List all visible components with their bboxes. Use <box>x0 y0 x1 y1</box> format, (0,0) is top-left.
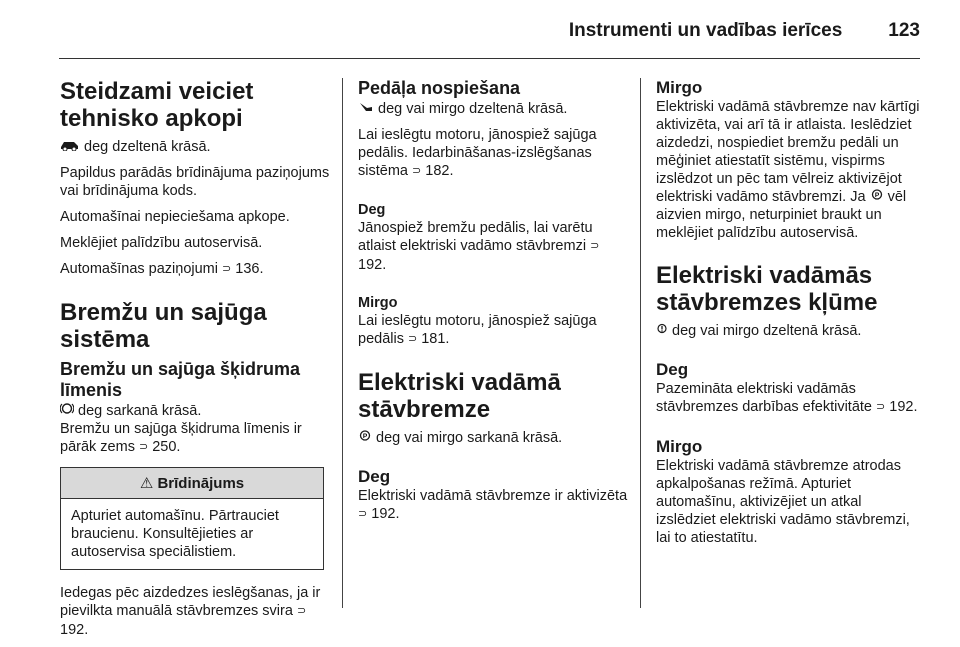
brake-fault-icon <box>656 322 668 340</box>
fluid-low <box>60 420 332 457</box>
heading-mirgo-4: Mirgo <box>656 437 703 456</box>
warning-title: Brīdinājums <box>157 475 245 492</box>
service-need: Automašīnai nepieciešama apkope. <box>60 209 290 225</box>
service-indicator <box>60 138 332 156</box>
heading-mirgo-3: Mirgo <box>656 78 703 97</box>
header-title: Instrumenti un vadības ierīces <box>568 20 843 41</box>
foot-pedal-icon <box>358 100 374 118</box>
service-note: Papildus parādās brīdinājuma paziņojums vai brīdinājuma kods. <box>60 165 330 199</box>
heading-deg-3: Deg <box>656 360 689 379</box>
ref-arrow-icon: ⊃ <box>138 441 149 453</box>
pedal-info-text: Lai ieslēgtu motoru, jānospiež sajūga pedālis. Iedarbināšanas-izslēgšanas sistēma <box>358 127 597 179</box>
service-ref-page: 136. <box>235 261 264 277</box>
mirgo3-text-2: vēl aizvien mirgo, neturpiniet braukt un meklējiet palīdzību autoservisā. <box>656 189 907 241</box>
warning-header <box>61 468 323 499</box>
ref-arrow-icon: ⊃ <box>296 605 307 617</box>
deg2-ref: 192. <box>371 506 400 522</box>
deg-info <box>358 219 628 274</box>
brake-warning-icon <box>60 402 74 420</box>
mirgo4-info: Elektriski vadāmā stāvbremze atrodas apkalpošanas režīmā. Apturiet automašīnu, aktivizējiet un atkal izslēdziet elektriski vadāmo stāvbremzi, lai to atiestatītu. <box>656 458 910 546</box>
heading-pedal: Pedāļa nospiešana <box>358 78 521 98</box>
parking-brake-icon <box>870 188 884 206</box>
after-warning <box>60 584 332 639</box>
column-3 <box>656 78 922 555</box>
svg-text:P: P <box>362 433 368 441</box>
deg2-text: Elektriski vadāmā stāvbremze ir aktivizēta <box>358 488 628 504</box>
fluid-indicator <box>60 402 332 420</box>
service-text: deg dzeltenā krāsā. <box>84 139 211 155</box>
ref-arrow-icon: ⊃ <box>407 333 418 345</box>
warning-box <box>60 467 324 570</box>
mirgo-info <box>358 312 628 349</box>
deg2-info <box>358 487 628 524</box>
ref-arrow-icon: ⊃ <box>358 508 368 520</box>
after-warning-ref: 192. <box>60 622 89 638</box>
warning-triangle-icon: ⚠ <box>139 475 154 492</box>
deg3-text: Pazemināta elektriski vadāmās stāvbremzes darbības efektivitāte <box>656 381 872 415</box>
warning-body: Apturiet automašīnu. Pārtrauciet braucienu. Konsultējieties ar autoservisa speciālistiem. <box>71 508 279 560</box>
heading-epb: Elektriski vadāmā stāvbremze <box>358 369 561 423</box>
ref-arrow-icon: ⊃ <box>222 263 232 275</box>
parking-brake-icon <box>358 429 372 447</box>
heading-service: Steidzami veiciet tehnisko apkopi <box>60 78 254 132</box>
heading-deg-2: Deg <box>358 467 391 486</box>
heading-deg: Deg <box>358 202 386 218</box>
mirgo-text: Lai ieslēgtu motoru, jānospiež sajūga pedālis <box>358 313 597 347</box>
column-divider-2 <box>640 78 641 608</box>
deg-text: Jānospiež bremžu pedālis, lai varētu atlaist elektriski vadāmo stāvbremzi <box>358 220 593 254</box>
heading-mirgo: Mirgo <box>358 295 398 311</box>
service-help: Meklējiet palīdzību autoservisā. <box>60 235 263 251</box>
pedal-indicator <box>358 100 628 118</box>
pedal-ref: 182. <box>425 163 454 179</box>
column-divider-1 <box>342 78 343 608</box>
ref-arrow-icon: ⊃ <box>876 401 886 413</box>
column-1 <box>60 78 332 647</box>
page-header <box>40 20 920 48</box>
fluid-text: deg sarkanā krāsā. <box>78 403 202 419</box>
fault-text: deg vai mirgo dzeltenā krāsā. <box>672 323 862 339</box>
page-number: 123 <box>888 20 920 41</box>
epb-text: deg vai mirgo sarkanā krāsā. <box>376 430 563 446</box>
wrench-car-icon <box>60 138 80 156</box>
mirgo-ref: 181. <box>421 331 450 347</box>
service-ref-text: Automašīnas paziņojumi <box>60 261 218 277</box>
ref-arrow-icon: ⊃ <box>590 240 600 252</box>
svg-text:P: P <box>874 192 879 200</box>
service-ref <box>60 260 332 279</box>
deg3-ref: 192. <box>889 399 918 415</box>
pedal-info <box>358 126 628 181</box>
column-2 <box>358 78 628 532</box>
deg3-info <box>656 380 922 417</box>
heading-brake-system: Bremžu un sajūga sistēma <box>60 299 267 353</box>
pedal-text: deg vai mirgo dzeltenā krāsā. <box>378 101 568 117</box>
ref-arrow-icon: ⊃ <box>412 165 422 177</box>
fluid-ref-page: 250. <box>152 439 181 455</box>
heading-epb-fault: Elektriski vadāmās stāvbremzes kļūme <box>656 262 878 316</box>
mirgo3-text: Elektriski vadāmā stāvbremze nav kārtīgi aktivizēta, vai arī tā ir atlaista. Ieslēdziet aizdedzi, nospiediet bremžu pedāli un mēģiniet atiestatīt sistēmu, vispirms izslēdzot un pēc tam vēlreiz aktivizējot elektriski vadāmo stāvbremzi. Ja <box>656 99 920 205</box>
mirgo3-info <box>656 98 922 242</box>
after-warning-text: Iedegas pēc aizdedzes ieslēgšanas, ja ir pievilkta manuālā stāvbremzes svira <box>60 585 321 619</box>
header-divider <box>59 58 920 59</box>
fault-indicator <box>656 322 922 340</box>
heading-fluid: Bremžu un sajūga šķidruma līmenis <box>60 359 301 400</box>
deg-ref: 192. <box>358 257 387 273</box>
epb-indicator <box>358 429 628 447</box>
fluid-low-text: Bremžu un sajūga šķidruma līmenis ir pārāk zems <box>60 421 302 455</box>
